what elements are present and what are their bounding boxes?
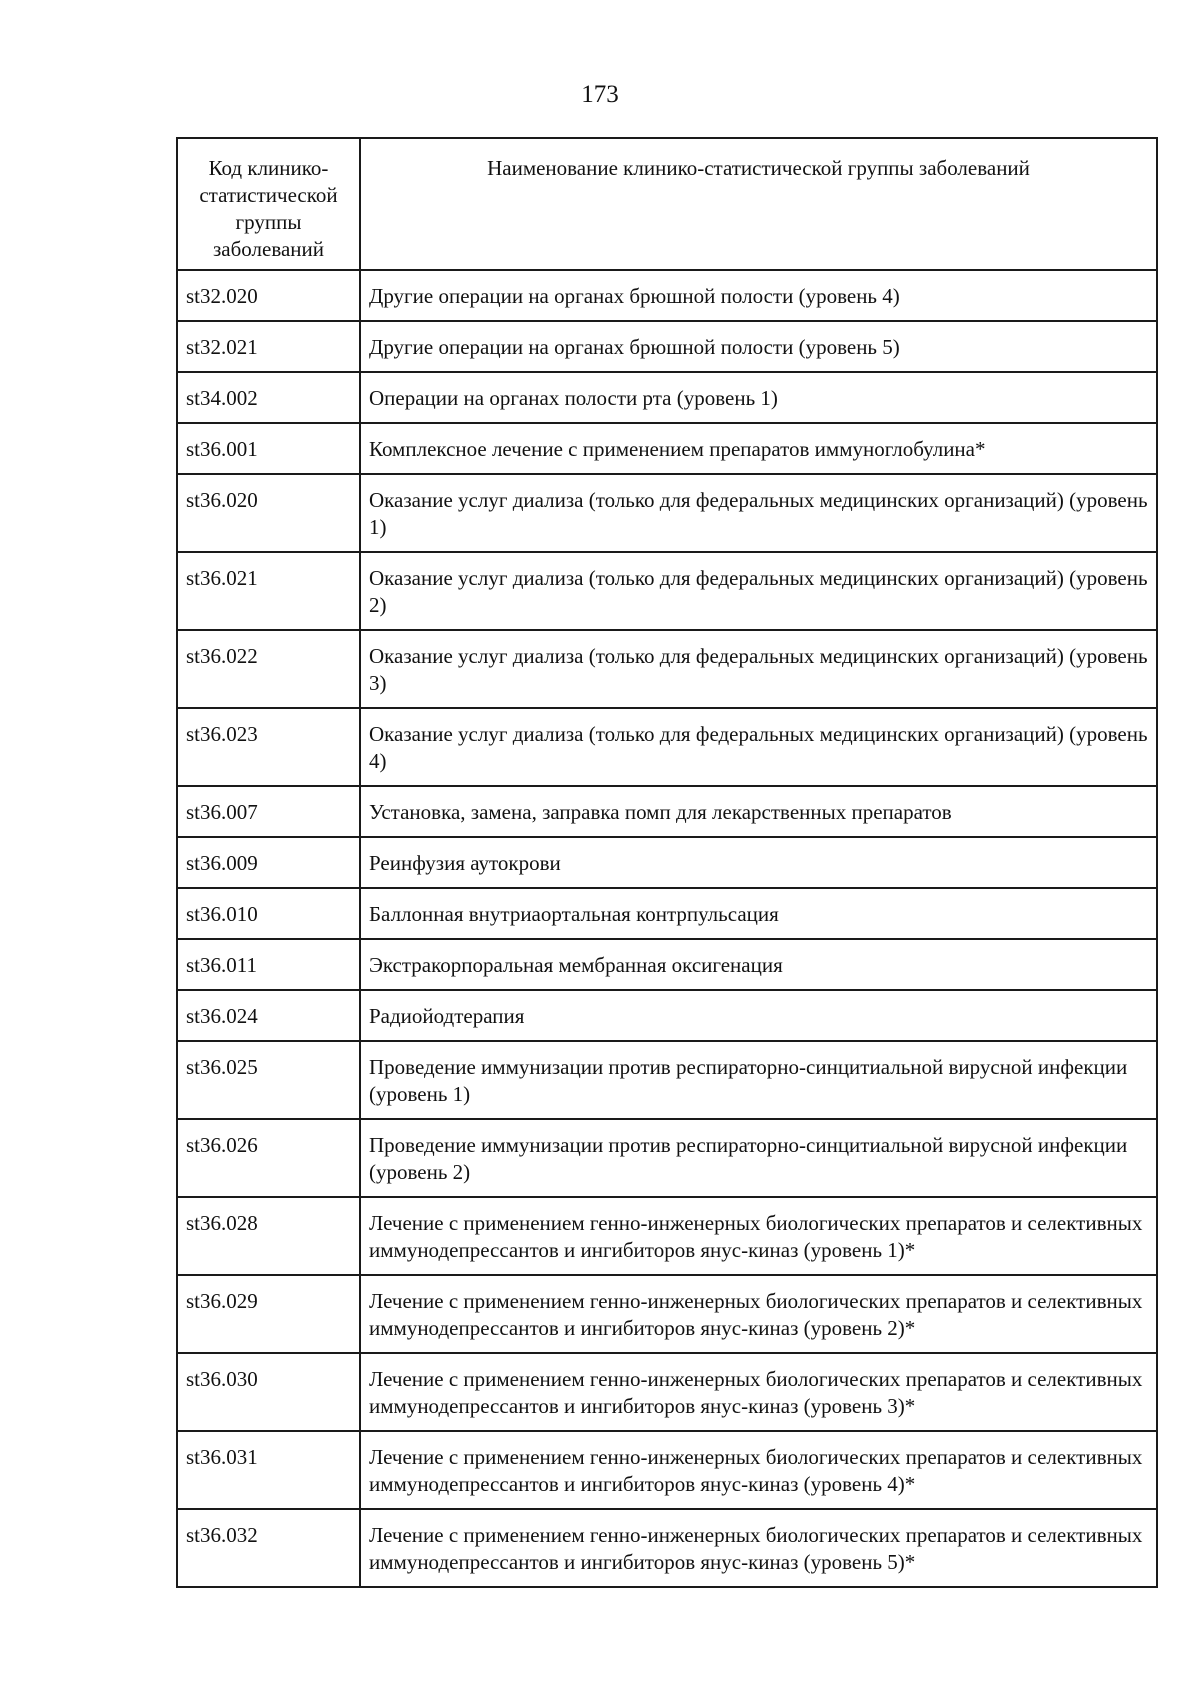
table-row — [177, 1275, 1157, 1353]
table-row — [177, 888, 1157, 939]
row-code: st36.009 — [177, 837, 360, 888]
header-row — [177, 138, 1157, 270]
row-name: Лечение с применением генно-инженерных биологических препаратов и селективных иммунодепрессантов и ингибиторов янус-киназ (уровень 3)* — [360, 1353, 1157, 1431]
row-name: Экстракорпоральная мембранная оксигенация — [360, 939, 1157, 990]
table-row — [177, 270, 1157, 321]
row-code: st36.020 — [177, 474, 360, 552]
table-row — [177, 474, 1157, 552]
row-name: Баллонная внутриаортальная контрпульсация — [360, 888, 1157, 939]
row-code: st36.025 — [177, 1041, 360, 1119]
header-name: Наименование клинико-статистической группы заболеваний — [360, 138, 1157, 270]
row-name: Оказание услуг диализа (только для федеральных медицинских организаций) (уровень 1) — [360, 474, 1157, 552]
row-code: st36.010 — [177, 888, 360, 939]
table-row — [177, 1119, 1157, 1197]
table-row — [177, 1041, 1157, 1119]
row-code: st36.011 — [177, 939, 360, 990]
table-row — [177, 321, 1157, 372]
header-code: Код клинико-статистической группы заболеваний — [177, 138, 360, 270]
table-row — [177, 837, 1157, 888]
table-row — [177, 1197, 1157, 1275]
table-row — [177, 1509, 1157, 1587]
table-row — [177, 939, 1157, 990]
page-number: 173 — [581, 81, 619, 108]
table-header — [177, 138, 1157, 270]
kpg-table — [176, 137, 1158, 1588]
table-row — [177, 1353, 1157, 1431]
row-name: Лечение с применением генно-инженерных биологических препаратов и селективных иммунодепрессантов и ингибиторов янус-киназ (уровень 5)* — [360, 1509, 1157, 1587]
row-code: st36.022 — [177, 630, 360, 708]
row-name: Лечение с применением генно-инженерных биологических препаратов и селективных иммунодепрессантов и ингибиторов янус-киназ (уровень 1)* — [360, 1197, 1157, 1275]
row-code: st36.007 — [177, 786, 360, 837]
table-row — [177, 552, 1157, 630]
row-code: st36.028 — [177, 1197, 360, 1275]
row-code: st32.021 — [177, 321, 360, 372]
row-code: st36.029 — [177, 1275, 360, 1353]
row-code: st36.021 — [177, 552, 360, 630]
row-name: Лечение с применением генно-инженерных биологических препаратов и селективных иммунодепрессантов и ингибиторов янус-киназ (уровень 2)* — [360, 1275, 1157, 1353]
row-name: Другие операции на органах брюшной полости (уровень 4) — [360, 270, 1157, 321]
row-name: Лечение с применением генно-инженерных биологических препаратов и селективных иммунодепрессантов и ингибиторов янус-киназ (уровень 4)* — [360, 1431, 1157, 1509]
row-code: st36.024 — [177, 990, 360, 1041]
row-name: Комплексное лечение с применением препаратов иммуноглобулина* — [360, 423, 1157, 474]
row-name: Установка, замена, заправка помп для лекарственных препаратов — [360, 786, 1157, 837]
row-name: Оказание услуг диализа (только для федеральных медицинских организаций) (уровень 4) — [360, 708, 1157, 786]
row-code: st36.032 — [177, 1509, 360, 1587]
row-name: Реинфузия аутокрови — [360, 837, 1157, 888]
table-row — [177, 708, 1157, 786]
row-code: st34.002 — [177, 372, 360, 423]
row-code: st36.023 — [177, 708, 360, 786]
table-row — [177, 372, 1157, 423]
table-row — [177, 1431, 1157, 1509]
row-code: st36.001 — [177, 423, 360, 474]
row-name: Проведение иммунизации против респираторно-синцитиальной вирусной инфекции (уровень 1) — [360, 1041, 1157, 1119]
table-row — [177, 423, 1157, 474]
row-name: Другие операции на органах брюшной полости (уровень 5) — [360, 321, 1157, 372]
table-row — [177, 786, 1157, 837]
table-row — [177, 630, 1157, 708]
row-code: st36.026 — [177, 1119, 360, 1197]
row-name: Оказание услуг диализа (только для федеральных медицинских организаций) (уровень 3) — [360, 630, 1157, 708]
row-name: Радиойодтерапия — [360, 990, 1157, 1041]
row-name: Операции на органах полости рта (уровень 1) — [360, 372, 1157, 423]
row-name: Проведение иммунизации против респираторно-синцитиальной вирусной инфекции (уровень 2) — [360, 1119, 1157, 1197]
table-body — [177, 270, 1157, 1587]
row-code: st36.030 — [177, 1353, 360, 1431]
table-row — [177, 990, 1157, 1041]
row-name: Оказание услуг диализа (только для федеральных медицинских организаций) (уровень 2) — [360, 552, 1157, 630]
row-code: st32.020 — [177, 270, 360, 321]
row-code: st36.031 — [177, 1431, 360, 1509]
